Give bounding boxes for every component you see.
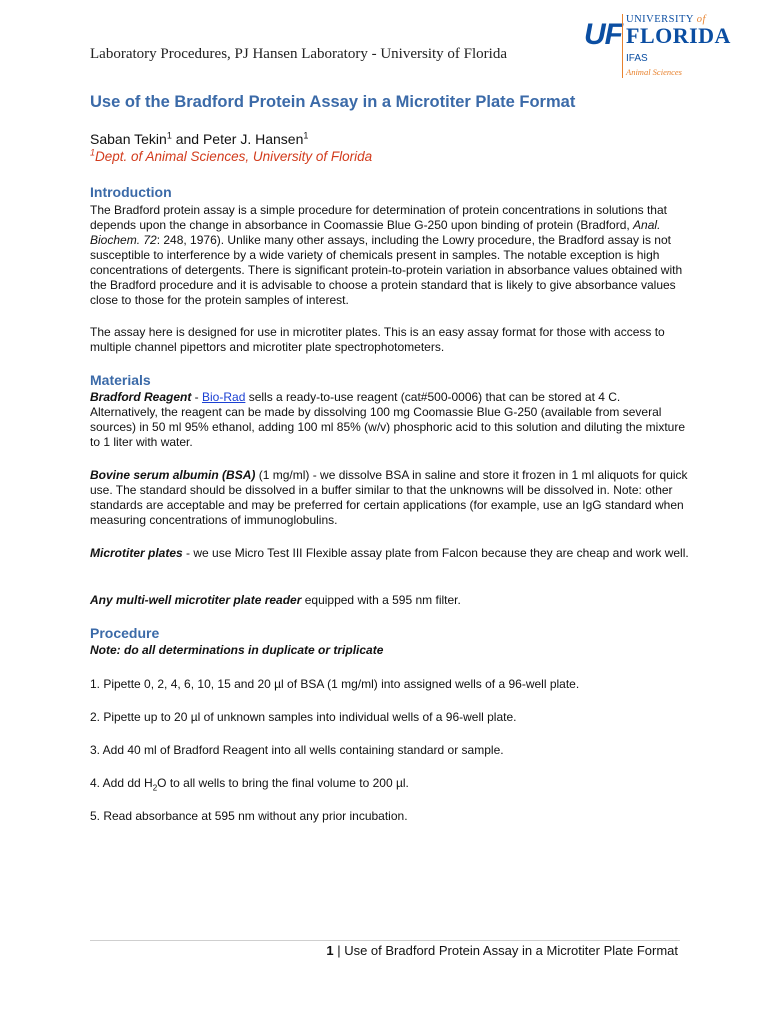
heading-procedure: Procedure [90,625,160,641]
running-header: Laboratory Procedures, PJ Hansen Laboratory - University of Florida [90,46,507,62]
procedure-note: Note: do all determinations in duplicate or triplicate [90,643,384,657]
affiliation: $^1$Dept. of Animal Sciences, University of Florida [90,147,373,164]
intro-paragraph-1: The Bradford protein assay is a simple procedure for determination of protein concentrations in solutions that depends upon the change in absorbance in Coomassie Blue G-250 upon binding of protein (Bradford, Anal. Biochem. 72: 248, 1976). Unlike many other assays, including the Lowry procedure, the Bradford assay is not susceptible to interference by a wide variety of chemicals present in samples. The notable exception is high concentrations of detergents. There is significant protein-to-protein variation in absorbance values obtained with the Bradford procedure and it is advisable to choose a protein standard that is likely to give absorbance values close to those for the protein samples of interest. [90,203,683,307]
procedure-step-4: 4. Add dd $H_2O$ to all wells to bring the final volume to 200 µl. [90,776,409,793]
logo-florida: FLORIDA [626,23,731,48]
document-title: Use of the Bradford Protein Assay in a Microtiter Plate Format [90,93,576,111]
footer-divider [90,940,680,941]
heading-materials: Materials [90,372,151,388]
logo-ifas: IFAS [626,53,648,64]
bio-rad-link[interactable]: Bio-Rad [202,390,246,404]
procedure-step-3: 3. Add 40 ml of Bradford Reagent into all wells containing standard or sample. [90,743,504,757]
logo-divider [622,14,623,78]
logo-university: UNIVERSITY of [626,14,706,25]
materials-bsa: Bovine serum albumin (BSA) (1 mg/ml) - we dissolve BSA in saline and store it frozen in 1 ml aliquots for quick use. The standard should be dissolved in a buffer similar to that the unknowns will be dissolved in. Note: other standards are acceptable and may be preferred for certain applications (for example, use an IgG standard when measuring concentrations of immunoglobulins. [90,468,688,527]
uf-ifas-logo [584,12,731,78]
materials-reader: Any multi-well microtiter plate reader equipped with a 595 nm filter. [90,593,461,607]
logo-animal-sciences: Animal Sciences [626,67,682,77]
logo-mark: UF [584,18,622,51]
page-number: 1 [326,943,334,958]
materials-plates: Microtiter plates - we use Micro Test III Flexible assay plate from Falcon because they are cheap and work well. [90,546,689,560]
materials-reagent: Bradford Reagent - Bio-Rad sells a ready-to-use reagent (cat#500-0006) that can be stored at 4 C. Alternatively, the reagent can be made by dissolving 100 mg Coomassie Blue G-250 (available from several sources) in 50 ml 95% ethanol, adding 100 ml 85% (w/v) phosphoric acid to this solution and diluting the mixture to 1 liter with water. [90,390,685,449]
procedure-step-2: 2. Pipette up to 20 µl of unknown samples into individual wells of a 96-well plate. [90,710,517,724]
authors: Saban Tekin$^1$ and Peter J. Hansen$^1$ [90,130,309,147]
procedure-step-1: 1. Pipette 0, 2, 4, 6, 10, 15 and 20 µl of BSA (1 mg/ml) into assigned wells of a 96-well plate. [90,677,580,691]
procedure-step-5: 5. Read absorbance at 595 nm without any prior incubation. [90,809,408,823]
heading-introduction: Introduction [90,184,172,200]
page-footer: 1 | Use of Bradford Protein Assay in a Microtiter Plate Format [326,943,678,958]
intro-paragraph-2: The assay here is designed for use in microtiter plates. This is an easy assay format for those with access to multiple channel pipettors and microtiter plate spectrophotometers. [90,325,665,354]
